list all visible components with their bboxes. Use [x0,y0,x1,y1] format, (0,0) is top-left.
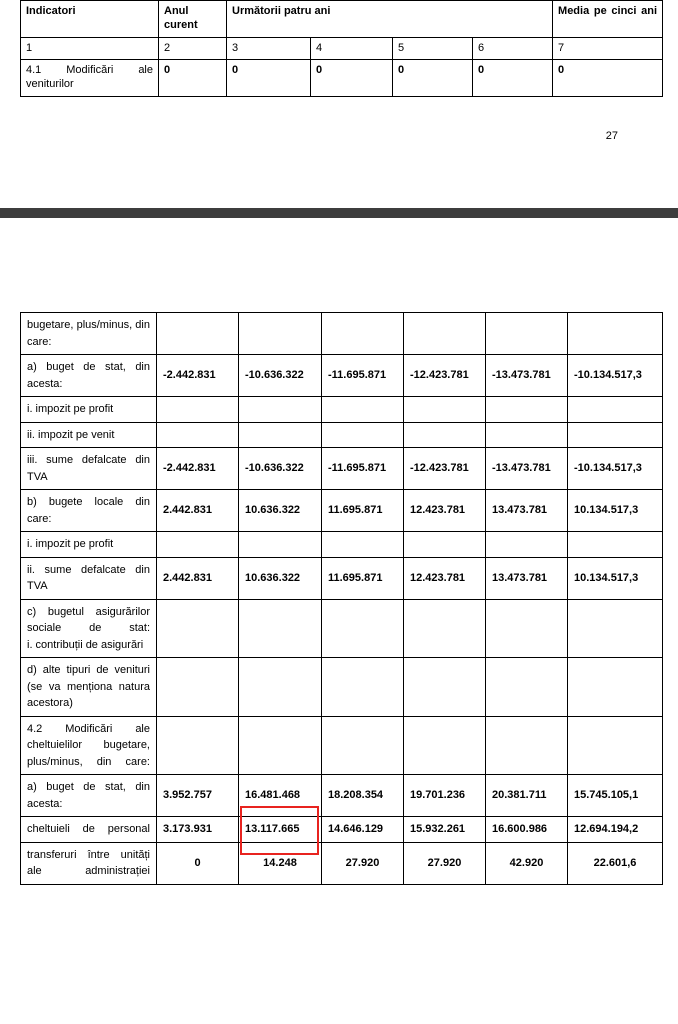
row-value-1: 3.952.757 [157,775,239,817]
row-value-2: 13.117.665 [239,817,322,843]
table-row [21,313,663,355]
table-row [21,355,663,397]
top-row-label-modificari-venituri: 4.1 Modificări ale veniturilor [21,60,159,97]
table-row [21,397,663,423]
row-value-5 [486,422,568,448]
row-value-6: 10.134.517,3 [568,557,663,599]
row-label: a) buget de stat, din acesta: [21,775,157,817]
row-value-2: 10.636.322 [239,557,322,599]
row-value-1: 0 [157,842,239,884]
row-label: bugetare, plus/minus, din care: [21,313,157,355]
table-row [21,842,663,884]
top-colnum-2: 2 [159,37,227,60]
row-value-1 [157,532,239,558]
row-value-4 [404,313,486,355]
row-value-5: 42.920 [486,842,568,884]
row-label: iii. sume defalcate din TVA [21,448,157,490]
row-value-6: -10.134.517,3 [568,355,663,397]
table-row [21,490,663,532]
top-header-indicatori: Indicatori [21,1,159,38]
row-label: transferuri între unități ale administrației [21,842,157,884]
row-value-3: 27.920 [322,842,404,884]
row-value-1: 3.173.931 [157,817,239,843]
table-row [21,557,663,599]
row-value-2: 16.481.468 [239,775,322,817]
row-value-1: 2.442.831 [157,490,239,532]
row-value-2 [239,397,322,423]
top-colnum-1: 1 [21,37,159,60]
top-row-value-1: 0 [159,60,227,97]
row-value-6: 12.694.194,2 [568,817,663,843]
row-label: c) bugetul asigurărilor sociale de stat: i. contribuții de asigurări [21,599,157,658]
row-value-3: 11.695.871 [322,557,404,599]
row-value-3: 11.695.871 [322,490,404,532]
row-value-4: 19.701.236 [404,775,486,817]
indicators-table-bottom [20,312,663,885]
row-value-4 [404,532,486,558]
row-value-2: 10.636.322 [239,490,322,532]
row-value-6 [568,599,663,658]
row-label: i. impozit pe profit [21,397,157,423]
row-value-3 [322,599,404,658]
table-row [21,60,663,97]
row-value-6: -10.134.517,3 [568,448,663,490]
row-value-1 [157,658,239,717]
row-label: i. impozit pe profit [21,532,157,558]
row-value-4: 27.920 [404,842,486,884]
row-value-1 [157,313,239,355]
table-row [21,716,663,775]
table-row [21,599,663,658]
row-value-4: 12.423.781 [404,557,486,599]
top-row-value-3: 0 [311,60,393,97]
row-value-5 [486,397,568,423]
row-value-1: -2.442.831 [157,355,239,397]
row-label: cheltuieli de personal [21,817,157,843]
row-value-4: 15.932.261 [404,817,486,843]
row-value-5: 16.600.986 [486,817,568,843]
row-value-6 [568,658,663,717]
row-value-3: 18.208.354 [322,775,404,817]
top-header-media-cinci-ani: Media pe cinci ani [553,1,663,38]
row-value-5: 13.473.781 [486,557,568,599]
row-label: 4.2 Modificări ale cheltuielilor bugetare, plus/minus, din care: [21,716,157,775]
top-colnum-3: 3 [227,37,311,60]
row-value-5 [486,532,568,558]
row-value-3: 14.646.129 [322,817,404,843]
row-value-6 [568,397,663,423]
row-value-4 [404,422,486,448]
row-value-4: -12.423.781 [404,355,486,397]
row-value-4 [404,599,486,658]
row-value-2: 14.248 [239,842,322,884]
top-header-anul-curent: Anul curent [159,1,227,38]
table-row-header [21,1,663,38]
row-value-1 [157,397,239,423]
row-value-4: -12.423.781 [404,448,486,490]
top-header-urmatorii-patru-ani: Următorii patru ani [227,1,553,38]
top-colnum-7: 7 [553,37,663,60]
row-value-3 [322,658,404,717]
row-value-1 [157,422,239,448]
top-row-value-4: 0 [393,60,473,97]
row-value-6: 15.745.105,1 [568,775,663,817]
row-value-3 [322,532,404,558]
row-value-5: -13.473.781 [486,448,568,490]
row-value-3 [322,716,404,775]
indicators-table-top [20,0,663,97]
table-row [21,775,663,817]
row-label: d) alte tipuri de venituri (se va menționa natura acestora) [21,658,157,717]
top-row-value-5: 0 [473,60,553,97]
row-value-6 [568,422,663,448]
top-row-value-6: 0 [553,60,663,97]
page-number: 27 [605,130,618,142]
row-value-1: -2.442.831 [157,448,239,490]
top-colnum-5: 5 [393,37,473,60]
row-value-6 [568,716,663,775]
table-row [21,422,663,448]
row-value-3: -11.695.871 [322,355,404,397]
row-value-2: -10.636.322 [239,448,322,490]
table-row [21,532,663,558]
row-label: ii. impozit pe venit [21,422,157,448]
row-value-6: 22.601,6 [568,842,663,884]
row-value-2 [239,599,322,658]
row-value-4: 12.423.781 [404,490,486,532]
row-value-2 [239,422,322,448]
table-row-numbering [21,37,663,60]
row-value-6 [568,532,663,558]
row-value-1 [157,716,239,775]
row-value-2 [239,716,322,775]
row-label: ii. sume defalcate din TVA [21,557,157,599]
row-value-3 [322,313,404,355]
row-value-5 [486,658,568,717]
table-row [21,448,663,490]
top-row-value-2: 0 [227,60,311,97]
row-value-4 [404,658,486,717]
row-label: a) buget de stat, din acesta: [21,355,157,397]
row-value-2 [239,313,322,355]
row-value-3: -11.695.871 [322,448,404,490]
row-value-5: 20.381.711 [486,775,568,817]
row-value-3 [322,422,404,448]
top-colnum-4: 4 [311,37,393,60]
row-value-5: -13.473.781 [486,355,568,397]
top-colnum-6: 6 [473,37,553,60]
row-value-5 [486,313,568,355]
row-value-6 [568,313,663,355]
row-value-6: 10.134.517,3 [568,490,663,532]
row-label: b) bugete locale din care: [21,490,157,532]
row-value-4 [404,397,486,423]
table-row [21,658,663,717]
row-value-1: 2.442.831 [157,557,239,599]
row-value-5 [486,599,568,658]
row-value-5 [486,716,568,775]
row-value-2 [239,532,322,558]
row-value-5: 13.473.781 [486,490,568,532]
row-value-4 [404,716,486,775]
row-value-1 [157,599,239,658]
row-value-2: -10.636.322 [239,355,322,397]
row-value-3 [322,397,404,423]
table-row [21,817,663,843]
row-value-2 [239,658,322,717]
page-separator-band [0,208,678,218]
